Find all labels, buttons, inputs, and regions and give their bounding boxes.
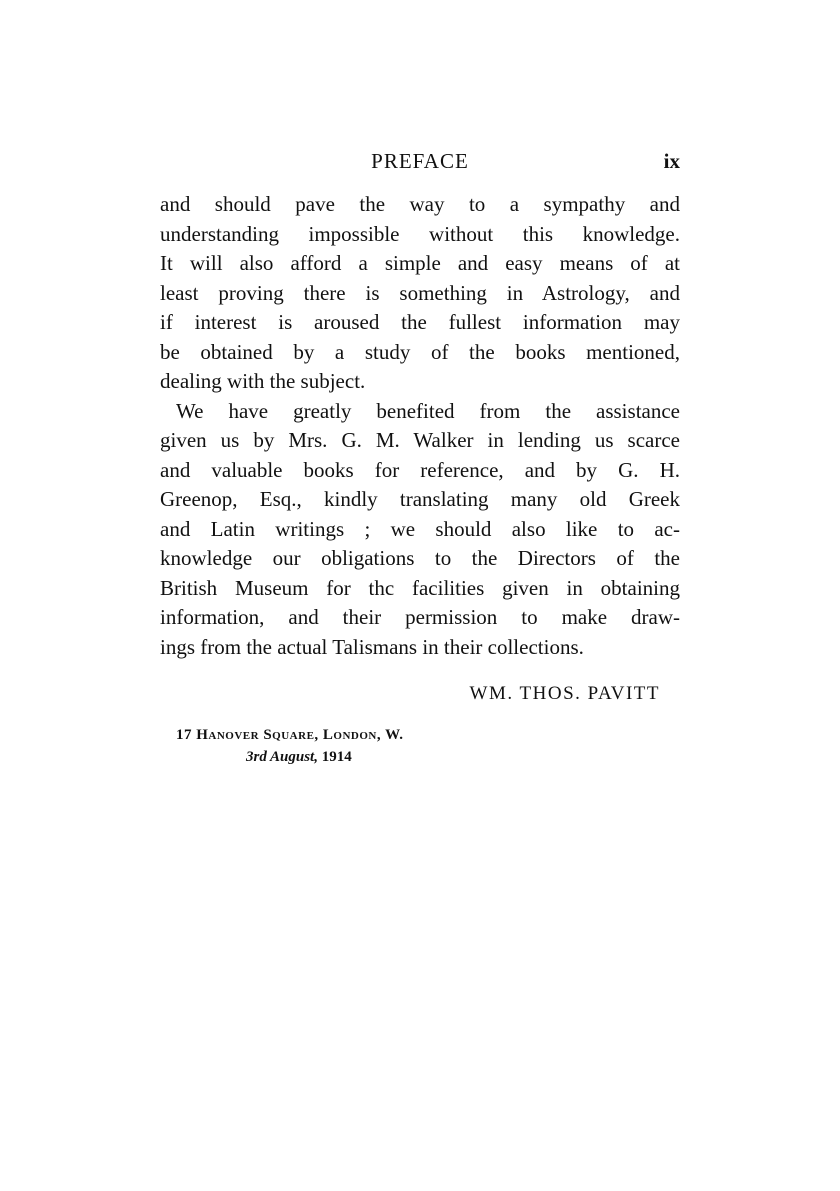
- text-line: given us by Mrs. G. M. Walker in lending us scarce: [160, 428, 680, 452]
- text-line: and Latin writings ; we should also like to ac-: [160, 516, 680, 541]
- text-line: least proving there is something in Astrology, and: [160, 280, 680, 305]
- text-line: if interest is aroused the fullest information may: [160, 310, 680, 334]
- text-line: information, and their permission to make draw-: [160, 605, 680, 629]
- date-year: 1914: [321, 749, 352, 765]
- date-day: 3rd August,: [246, 749, 318, 765]
- body-text: [160, 190, 680, 662]
- text-line: and valuable books for reference, and by G. H.: [160, 457, 680, 482]
- text-line: ings from the actual Talismans in their collections.: [160, 634, 584, 659]
- text-line: Greenop, Esq., kindly translating many old Greek: [160, 487, 680, 511]
- address: 17 Hanover Square, London, W.: [176, 727, 404, 743]
- text-line: It will also afford a simple and easy means of at: [160, 251, 680, 275]
- text-line: knowledge our obligations to the Directors of the: [160, 546, 680, 570]
- paragraph-start-line: We have greatly benefited from the assistance: [176, 398, 680, 423]
- text-line: dealing with the subject.: [160, 369, 366, 393]
- page-number: ix: [663, 149, 680, 173]
- running-head: [160, 146, 680, 176]
- date: [246, 746, 352, 768]
- text-line: and should pave the way to a sympathy and: [160, 192, 680, 216]
- running-title: PREFACE: [371, 149, 469, 173]
- author-signature: WM. THOS. PAVITT: [469, 683, 660, 704]
- text-line: British Museum for thc facilities given in obtaining: [160, 575, 680, 600]
- text-line: understanding impossible without this knowledge.: [160, 221, 680, 246]
- text-line: be obtained by a study of the books mentioned,: [160, 339, 680, 364]
